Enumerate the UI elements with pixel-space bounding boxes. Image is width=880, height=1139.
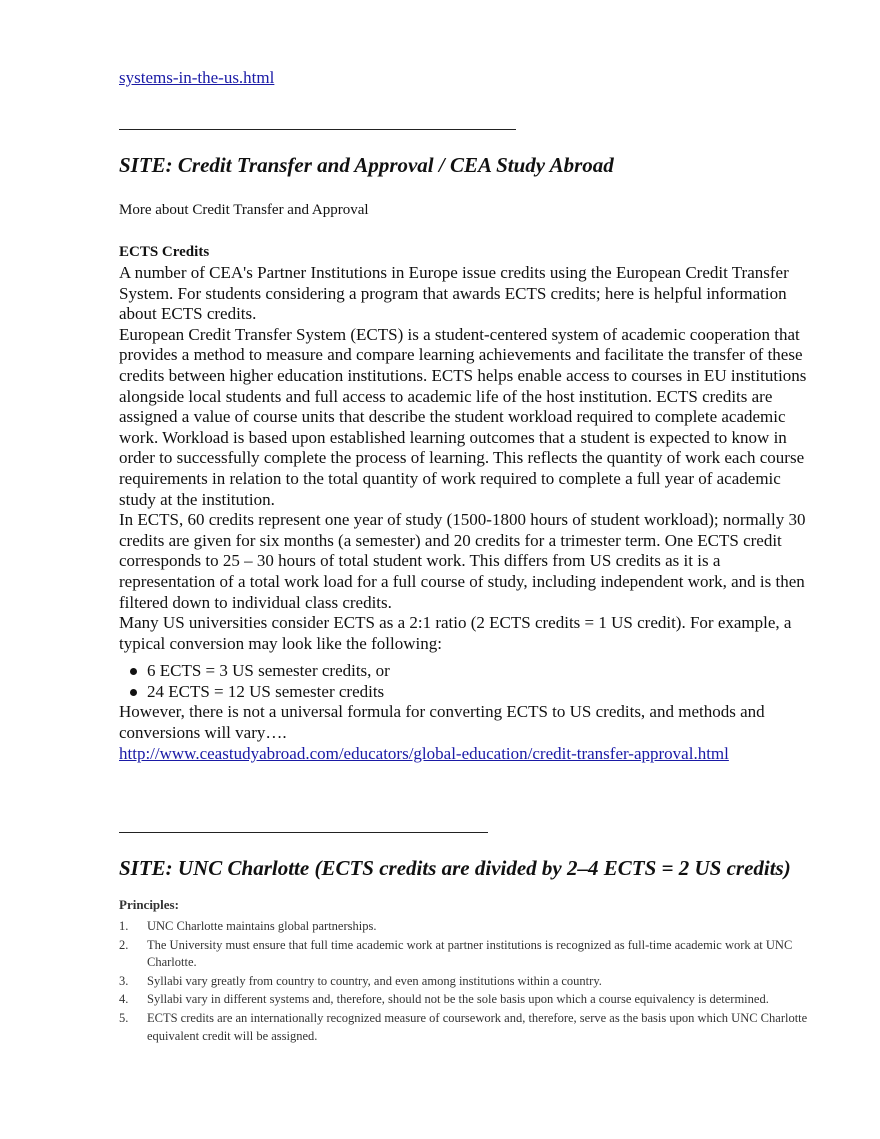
list-number: 3. [119,973,129,988]
ects-section [119,241,809,764]
list-item [119,937,809,972]
principles-title: Principles: [119,897,179,912]
list-number: 2. [119,937,129,952]
list-text: ECTS credits are an internationally recognized measure of coursework and, therefore, serve as the basis upon which UNC Charlotte equivalent credit will be assigned. [147,1010,808,1043]
list-item: 24 ECTS = 12 US semester credits [147,682,809,703]
horizontal-rule [119,832,488,833]
top-link[interactable]: systems-in-the-us.html [119,68,275,87]
list-text: Syllabi vary greatly from country to country, and even among institutions within a country. [147,973,602,988]
horizontal-rule [119,129,516,130]
list-number: 4. [119,992,129,1007]
list-item [119,991,809,1009]
list-item [119,973,809,991]
list-item [119,918,809,936]
section-heading-cea: SITE: Credit Transfer and Approval / CEA Study Abroad [119,153,614,177]
body-paragraph: In ECTS, 60 credits represent one year of study (1500-1800 hours of student workload); normally 30 credits are given for six months (a semester) and 20 credits for a trimester term. One ECTS credit corresponds to 25 – 30 hours of total student work. This differs from US credits as it is a representation of a total work load for a full course of study, including independent work, and is then filtered down to individual class credits. [119,510,806,612]
list-number: 1. [119,919,129,933]
body-paragraph: European Credit Transfer System (ECTS) is a student-centered system of academic cooperation that provides a method to measure and compare learning achievements and facilitate the transfer of these credits between higher education institutions. ECTS helps enable access to courses in EU institutions alongside local students and full access to academic life of the host institution. ECTS credits are assigned a value of course units that describe the student workload required to complete academic work. Workload is based upon established learning outcomes that a student is expected to know in order to successfully complete the process of learning. This reflects the quantity of work each course requirements in relation to the total quantity of work required to complete a full year of academic study at the institution. [119,324,807,509]
list-item [119,1010,809,1045]
list-text: The University must ensure that full time academic work at partner institutions is recognized as full-time academic work at UNC Charlotte. [147,937,793,970]
closing-paragraph: However, there is not a universal formula for converting ECTS to US credits, and methods and conversions will vary…. [119,702,765,743]
principles-list [119,918,809,1045]
list-item: 6 ECTS = 3 US semester credits, or [147,661,809,682]
list-number: 5. [119,1010,129,1025]
body-paragraph: A number of CEA's Partner Institutions in Europe issue credits using the European Credit Transfer System. For students considering a program that awards ECTS credits; here is helpful information about ECTS credits. [119,263,789,324]
ects-title: ECTS Credits [119,244,210,260]
conversion-list [119,661,809,702]
principles-section [119,896,809,1046]
more-about-text: More about Credit Transfer and Approval [119,202,369,218]
cea-url-link[interactable]: http://www.ceastudyabroad.com/educators/global-education/credit-transfer-approval.html [119,743,729,763]
list-text: UNC Charlotte maintains global partnerships. [147,919,377,933]
list-text: Syllabi vary in different systems and, therefore, should not be the sole basis upon which a course equivalency is determined. [147,992,769,1007]
body-paragraph: Many US universities consider ECTS as a 2:1 ratio (2 ECTS credits = 1 US credit). For example, a typical conversion may look like the following: [119,613,792,653]
section-heading-unc: SITE: UNC Charlotte (ECTS credits are divided by 2–4 ECTS = 2 US credits) [119,856,791,880]
